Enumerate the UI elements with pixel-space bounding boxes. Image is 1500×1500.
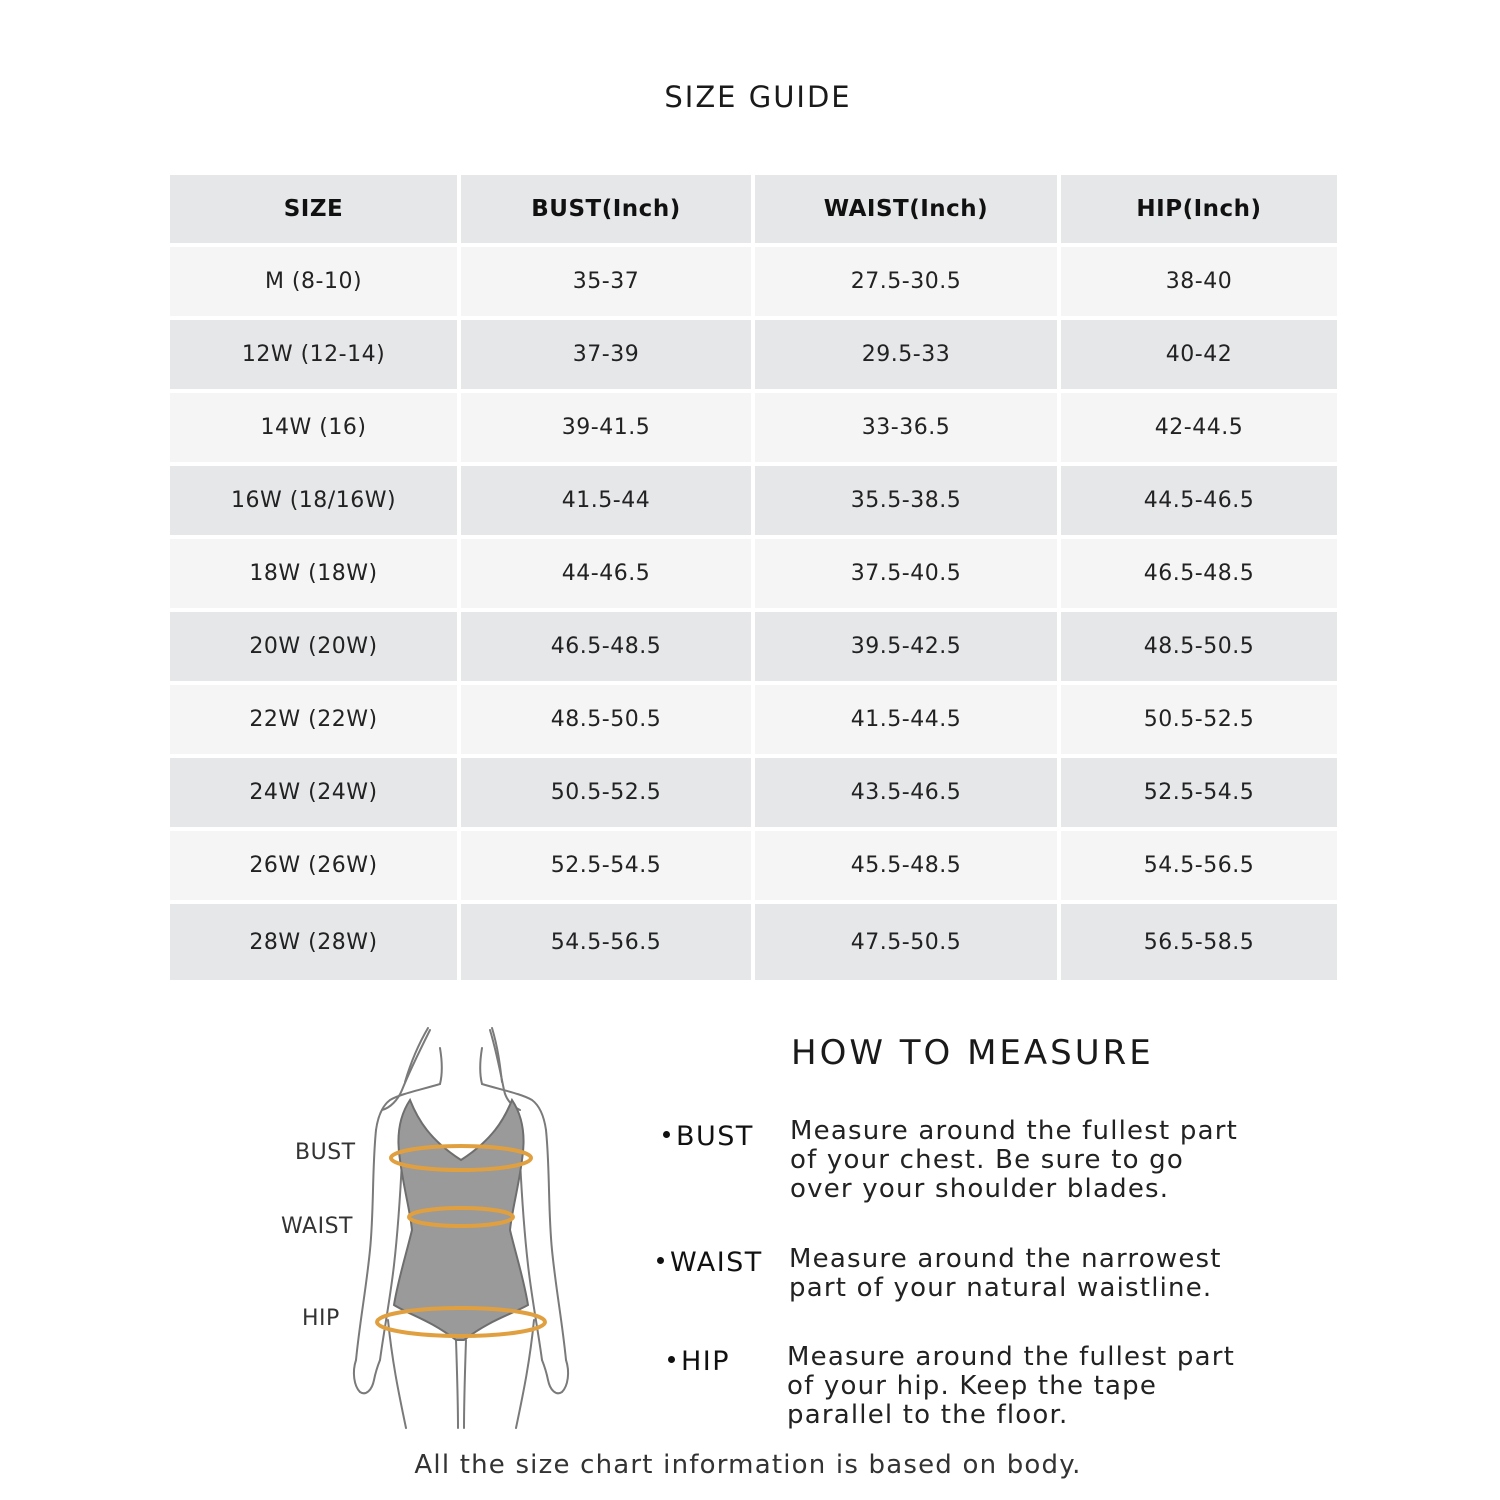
cell-bust: 50.5-52.5 xyxy=(461,758,751,827)
bullet-dot-icon xyxy=(657,1257,664,1264)
arm-left-outer xyxy=(356,1130,376,1360)
table-row xyxy=(170,466,1337,535)
neck-right xyxy=(480,1048,482,1084)
cell-size: 26W (26W) xyxy=(170,831,457,900)
cell-hip: 46.5-48.5 xyxy=(1061,539,1337,608)
figure-label-hip: HIP xyxy=(302,1306,340,1331)
bullet-label: WAIST xyxy=(670,1247,763,1278)
cell-hip: 42-44.5 xyxy=(1061,393,1337,462)
header-hip: HIP(Inch) xyxy=(1061,175,1337,243)
table-row xyxy=(170,831,1337,900)
hand-left xyxy=(354,1360,380,1393)
table-row xyxy=(170,612,1337,681)
cell-bust: 54.5-56.5 xyxy=(461,904,751,980)
footnote: All the size chart information is based on body. xyxy=(414,1450,1082,1480)
description-line: parallel to the floor. xyxy=(787,1400,1069,1430)
table-row xyxy=(170,393,1337,462)
table-row xyxy=(170,247,1337,316)
cell-hip: 48.5-50.5 xyxy=(1061,612,1337,681)
cell-size: 18W (18W) xyxy=(170,539,457,608)
cell-bust: 52.5-54.5 xyxy=(461,831,751,900)
figure-label-waist: WAIST xyxy=(281,1214,353,1239)
cell-size: 22W (22W) xyxy=(170,685,457,754)
cell-waist: 29.5-33 xyxy=(755,320,1057,389)
cell-waist: 37.5-40.5 xyxy=(755,539,1057,608)
size-table xyxy=(166,171,1341,984)
description-line: of your chest. Be sure to go xyxy=(790,1145,1184,1175)
bullet-waist xyxy=(657,1247,763,1278)
cell-hip: 44.5-46.5 xyxy=(1061,466,1337,535)
cell-bust: 39-41.5 xyxy=(461,393,751,462)
bullet-bust xyxy=(663,1121,754,1152)
cell-size: 20W (20W) xyxy=(170,612,457,681)
leg-inner-left xyxy=(456,1340,458,1428)
table-row xyxy=(170,539,1337,608)
hair-left-2 xyxy=(405,1028,428,1082)
cell-hip: 54.5-56.5 xyxy=(1061,831,1337,900)
cell-bust: 35-37 xyxy=(461,247,751,316)
cell-bust: 46.5-48.5 xyxy=(461,612,751,681)
cell-size: 14W (16) xyxy=(170,393,457,462)
bullet-dot-icon xyxy=(663,1131,670,1138)
table-header-row xyxy=(170,175,1337,243)
bullet-dot-icon xyxy=(668,1356,675,1363)
cell-size: 16W (18/16W) xyxy=(170,466,457,535)
description-line: part of your natural waistline. xyxy=(789,1273,1213,1303)
description-line: over your shoulder blades. xyxy=(790,1174,1170,1204)
cell-waist: 47.5-50.5 xyxy=(755,904,1057,980)
description-line: Measure around the fullest part xyxy=(790,1116,1238,1146)
bullet-hip xyxy=(668,1346,730,1377)
bust-description xyxy=(790,1117,1250,1204)
hair-left xyxy=(382,1030,430,1110)
cell-size: 28W (28W) xyxy=(170,904,457,980)
table-row xyxy=(170,685,1337,754)
cell-bust: 48.5-50.5 xyxy=(461,685,751,754)
cell-waist: 27.5-30.5 xyxy=(755,247,1057,316)
cell-size: 12W (12-14) xyxy=(170,320,457,389)
cell-hip: 56.5-58.5 xyxy=(1061,904,1337,980)
cell-size: M (8-10) xyxy=(170,247,457,316)
table-row xyxy=(170,904,1337,980)
neck-left xyxy=(440,1048,442,1084)
leg-right xyxy=(516,1320,534,1428)
hip-description xyxy=(787,1343,1247,1430)
arm-right-outer xyxy=(546,1130,566,1360)
cell-waist: 33-36.5 xyxy=(755,393,1057,462)
cell-hip: 40-42 xyxy=(1061,320,1337,389)
cell-bust: 41.5-44 xyxy=(461,466,751,535)
hand-right xyxy=(542,1360,568,1393)
waist-description xyxy=(789,1245,1249,1303)
cell-hip: 50.5-52.5 xyxy=(1061,685,1337,754)
cell-bust: 37-39 xyxy=(461,320,751,389)
bullet-label: HIP xyxy=(681,1346,731,1377)
table-row xyxy=(170,320,1337,389)
cell-bust: 44-46.5 xyxy=(461,539,751,608)
cell-hip: 38-40 xyxy=(1061,247,1337,316)
header-waist: WAIST(Inch) xyxy=(755,175,1057,243)
description-line: Measure around the narrowest xyxy=(789,1244,1222,1274)
header-bust: BUST(Inch) xyxy=(461,175,751,243)
leg-inner-right xyxy=(464,1340,466,1428)
how-to-measure-title: HOW TO MEASURE xyxy=(791,1033,1154,1073)
page-title: SIZE GUIDE xyxy=(664,80,852,114)
figure-label-bust: BUST xyxy=(295,1140,356,1165)
description-line: Measure around the fullest part xyxy=(787,1342,1235,1372)
cell-hip: 52.5-54.5 xyxy=(1061,758,1337,827)
table-row xyxy=(170,758,1337,827)
cell-waist: 45.5-48.5 xyxy=(755,831,1057,900)
cell-waist: 35.5-38.5 xyxy=(755,466,1057,535)
cell-waist: 43.5-46.5 xyxy=(755,758,1057,827)
cell-waist: 41.5-44.5 xyxy=(755,685,1057,754)
bullet-label: BUST xyxy=(676,1121,754,1152)
leg-left xyxy=(388,1320,406,1428)
hair-right xyxy=(490,1030,520,1110)
description-line: of your hip. Keep the tape xyxy=(787,1371,1158,1401)
cell-size: 24W (24W) xyxy=(170,758,457,827)
cell-waist: 39.5-42.5 xyxy=(755,612,1057,681)
header-size: SIZE xyxy=(170,175,457,243)
